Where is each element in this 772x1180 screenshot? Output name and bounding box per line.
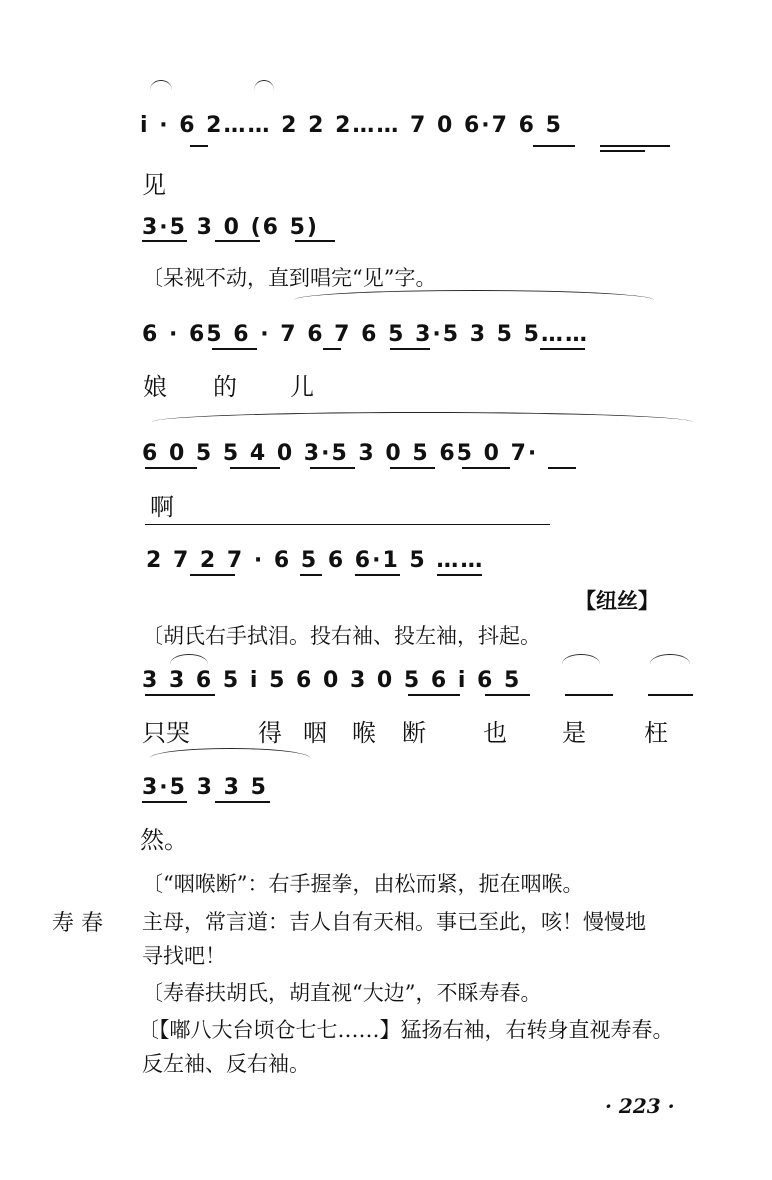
slur-mark [150,80,172,91]
underline-mark [548,467,576,469]
underline-mark [437,574,482,576]
slur-mark [562,654,600,665]
speaker-name: 寿 春 [52,911,103,936]
stage-direction-5-line-1: 〔【嘟八大台顷仓七七……】猛扬右袖，右转身直视寿春。 [138,1018,674,1042]
underline-mark [600,150,645,152]
tune-tag: 【纽丝】 [575,588,659,613]
lyric-row-8-h: 枉 [644,719,668,747]
underline-mark [190,145,208,147]
lyric-row-4-b: 的 [213,373,237,401]
underline-mark [145,694,215,696]
dialogue-line-1: 主母，常言道：吉人自有天相。事已至此，咳！慢慢地 [142,910,646,934]
lyric-row-8-c: 咽 [303,719,327,747]
underline-mark [212,348,257,350]
underline-mark [648,694,693,696]
underline-mark [600,145,670,147]
notation-row-6: 2 7 2 7 · 6 5 6 6·1 5 …… [146,548,485,573]
slur-mark [254,80,274,91]
slur-mark [150,748,310,761]
dialogue-line-2: 寻找吧！ [142,944,226,968]
notation-row-1: i · 6 2…… 2 2 2…… 7 0 6·7 6 5 [140,113,563,138]
underline-mark [390,348,430,350]
slur-line [145,524,550,525]
stage-direction-5-line-2: 反左袖、反右袖。 [142,1052,310,1076]
underline-mark [230,467,280,469]
lyric-row-8-g: 是 [562,719,586,747]
lyric-row-8-a: 只哭 [142,719,190,747]
lyric-row-1: 见 [142,171,166,199]
underline-mark [565,694,613,696]
slur-mark [152,412,692,429]
lyric-row-5: 啊 [150,493,174,521]
underline-mark [300,574,322,576]
underline-mark [485,694,530,696]
underline-mark [215,801,270,803]
notation-row-2: 3·5 3 0 (6 5) [142,215,319,240]
stage-direction-4: 〔寿春扶胡氏，胡直视“大边”，不睬寿春。 [142,981,542,1005]
lyric-row-4-c: 儿 [290,373,314,401]
underline-mark [295,240,335,242]
underline-mark [390,467,435,469]
lyric-row-8-d: 喉 [352,719,376,747]
notation-row-9: 3·5 3 3 5 [142,775,268,800]
lyric-row-9: 然。 [140,826,188,854]
underline-mark [215,240,260,242]
notation-row-5: 6 0 5 5 4 0 3·5 3 0 5 65 0 7· [142,441,539,466]
lyric-row-8-b: 得 [258,719,282,747]
slur-mark [294,290,654,305]
slur-mark [170,654,208,665]
lyric-row-8-f: 也 [483,719,507,747]
underline-mark [190,574,235,576]
underline-mark [355,574,400,576]
lyric-row-4-a: 娘 [143,373,167,401]
slur-mark [650,654,690,665]
underline-mark [462,467,510,469]
underline-mark [540,348,585,350]
lyric-row-8-e: 断 [402,719,426,747]
stage-direction-3: 〔“咽喉断”：右手握拳，由松而紧，扼在咽喉。 [142,872,584,896]
stage-direction-1: 〔呆视不动，直到唱完“见”字。 [142,266,437,290]
underline-mark [408,694,460,696]
notation-row-4: 6 · 65 6 · 7 6 7 6 5 3·5 3 5 5…… [142,322,589,347]
underline-mark [142,801,187,803]
underline-mark [145,467,197,469]
page-number: · 223 · [605,1094,675,1118]
underline-mark [310,467,355,469]
underline-mark [323,348,341,350]
underline-mark [142,240,187,242]
notation-row-8: 3 3 6 5 i 5 6 0 3 0 5 6 i 6 5 [142,668,522,693]
underline-mark [533,145,575,147]
stage-direction-2: 〔胡氏右手拭泪。投右袖、投左袖，抖起。 [142,624,541,648]
